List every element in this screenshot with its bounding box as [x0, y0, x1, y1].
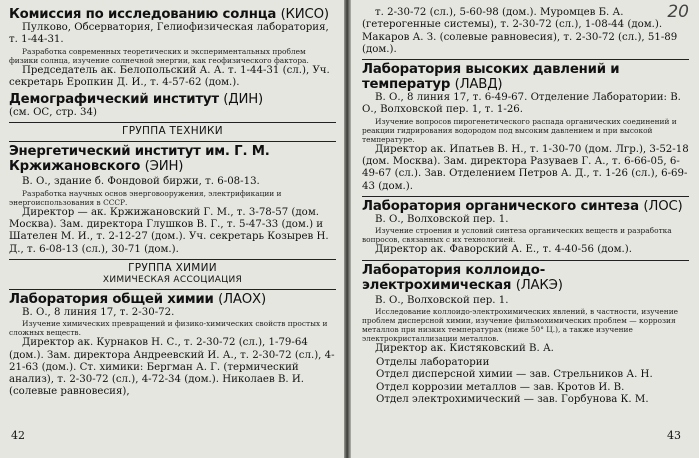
- laox-heading: [9, 292, 336, 307]
- kiso-heading: [9, 7, 336, 22]
- kiso-staff: Председатель ак. Белопольский А. А. т. 1-44-31 (сл.), Уч. секретарь Еропкин Д. И., т. 4-57-62 (дом.).: [9, 64, 330, 88]
- ein-staff: Директор — ак. Кржижановский Г. М., т. 3-78-57 (дом. Москва). Зам. директора Глушков В. Г., т. 5-47-33 (дом.) и Шателен М. И., т. 2-12-27 (дом.). Уч. секретарь Козырев Н. Д., т. 6-08-13 (сл.), 30-71 (дом.).: [9, 206, 329, 255]
- los-heading: [362, 199, 689, 214]
- ein-description: Разработка научных основ энерговооружения, электрификации и энергоиспользования в СССР.: [9, 188, 282, 207]
- page-number-right: 43: [667, 429, 681, 442]
- departments-heading: Отделы лаборатории: [376, 357, 490, 369]
- lavd-description: Изучение вопросов пирогенетического распада органических соединений и реакции гидрирования водородом под высоким давлением и при высокой температуре.: [362, 116, 677, 144]
- section-rule: [9, 289, 336, 290]
- left-page: [0, 0, 344, 458]
- laox-title: Лаборатория общей химии: [9, 291, 214, 307]
- los-staff: Директор ак. Фаворский А. Е., т. 4-40-56 (дом.).: [375, 244, 632, 256]
- laox-abbr: (ЛАОХ): [218, 291, 266, 307]
- section-rule: [362, 196, 689, 197]
- section-rule: [9, 122, 336, 123]
- section-rule: [9, 141, 336, 142]
- chem-association-heading: ХИМИЧЕСКАЯ АССОЦИАЦИЯ: [102, 274, 243, 285]
- din-title: Демографический институт: [9, 92, 219, 108]
- laox-description: Изучение химических превращений и физико-химических свойств простых и сложных веществ.: [9, 319, 328, 338]
- right-page: [351, 0, 699, 458]
- group-chem-heading: ГРУППА ХИМИИ: [128, 261, 217, 274]
- section-rule: [362, 260, 689, 261]
- corner-handwritten-mark: 20: [667, 2, 689, 22]
- laox-staff: Директор ак. Курнаков Н. С., т. 2-30-72 (сл.), 1-79-64 (дом.). Зам. директора Андреевский И. А., т. 2-30-72 (сл.), 4-21-63 (дом.). Ст. химики: Бергман А. Г. (термический анализ), т. 2-30-72 (сл.), 4-72-34 (дом.). Николаев В. И. (солевые равновесия),: [9, 337, 335, 398]
- department-item: Отдел коррозии металлов — зав. Кротов И. В.: [376, 381, 625, 393]
- lake-abbr: (ЛАКЭ): [515, 277, 563, 293]
- section-rule: [362, 59, 689, 60]
- lavd-title: Лаборатория высоких давлений и температур: [362, 62, 620, 93]
- laox-staff-continued: т. 2-30-72 (сл.), 5-60-98 (дом.). Муромцев Б. А. (гетерогенные системы), т. 2-30-72 (сл.), 1-08-44 (дом.). Макаров А. З. (солевые равновесия), т. 2-30-72 (сл.), 51-89 (дом.).: [362, 7, 678, 55]
- lavd-heading: [362, 62, 689, 92]
- ein-heading: [9, 144, 336, 174]
- lavd-address: В. О., 8 линия 17, т. 6-49-67. Отделение Лаборатории: В. О., Волховской пер. 1, т. 1-26.: [362, 92, 681, 116]
- din-abbr: (ДИН): [223, 92, 263, 108]
- kiso-title: Комиссия по исследованию солнца: [9, 7, 277, 22]
- book-gutter: [344, 0, 351, 458]
- lake-description: Исследование коллоидо-электрохимических явлений, в частности, изучение проблем дисперсной химии, изучение фильмохимических проблем — коррозия металлов при низких температурах (ниже 50° Ц.), а также изучение электрокристаллизации металлов.: [362, 306, 679, 343]
- lake-staff: Директор ак. Кистяковский В. А.: [375, 342, 554, 354]
- group-tech-heading: ГРУППА ТЕХНИКИ: [122, 125, 223, 138]
- laox-address: В. О., 8 линия 17, т. 2-30-72.: [22, 306, 175, 318]
- lavd-abbr: (ЛАВД): [454, 77, 503, 93]
- ein-abbr: (ЭИН): [144, 159, 184, 175]
- los-description: Изучение строения и условий синтеза органических веществ и разработка вопросов, связанных с их технологией.: [362, 226, 672, 245]
- los-abbr: (ЛОС): [643, 198, 683, 214]
- ein-address: В. О., здание б. Фондовой биржи, т. 6-08-13.: [22, 176, 260, 188]
- los-title: Лаборатория органического синтеза: [362, 198, 639, 214]
- department-item: Отдел дисперсной химии — зав. Стрельников А. Н.: [376, 369, 653, 381]
- los-address: В. О., Волховской пер. 1.: [375, 213, 509, 225]
- lake-heading: [362, 263, 689, 293]
- section-rule: [9, 259, 336, 260]
- din-reference: (см. ОС, стр. 34): [9, 107, 97, 119]
- lake-address: В. О., Волховской пер. 1.: [375, 294, 509, 306]
- ein-title: Энергетический институт им. Г. М. Кржижановского: [9, 144, 270, 175]
- din-heading: [9, 92, 336, 107]
- lavd-staff: Директор ак. Ипатьев В. Н., т. 1-30-70 (дом. Лгр.), 3-52-18 (дом. Москва). Зам. директора Разуваев Г. А., т. 6-66-05, 6-49-67 (сл.). Зав. Отделением Петров А. Д., т. 1-26 (сл.), 6-69-43 (дом.).: [362, 143, 689, 192]
- kiso-address: Пулково, Обсерватория, Гелиофизическая лаборатория, т. 1-44-31.: [9, 22, 329, 46]
- department-item: Отдел электрохимический — зав. Горбунова К. М.: [376, 394, 649, 406]
- lake-title: Лаборатория коллоидо-электрохимическая: [362, 262, 546, 293]
- page-number-left: 42: [11, 429, 25, 442]
- kiso-description: Разработка современных теоретических и экспериментальных проблем физики солнца, изучение солнечной энергии, как геофизического фактора.: [9, 46, 309, 65]
- kiso-abbr: (КИСО): [280, 7, 329, 22]
